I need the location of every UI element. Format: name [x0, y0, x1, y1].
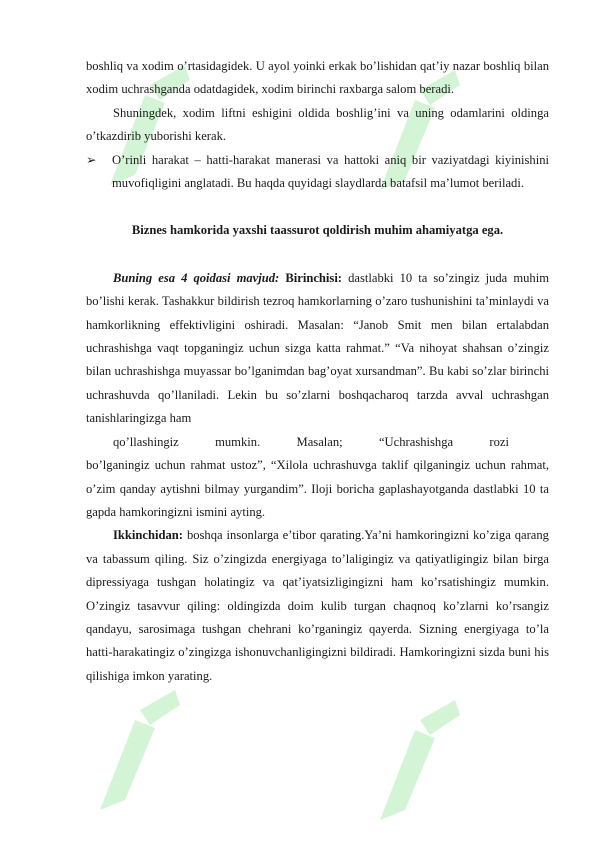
word: Masalan; — [296, 434, 343, 449]
rule-text: dastlabki 10 ta so’zingiz juda muhim bo’lishi kerak. Tashakkur bildirish tezroq hamkorlarning o’zaro tushunishini ta’minlaydi va hamkorlikning effektivligini oshiradi. Masalan: “Janob Smit men bilan ertalabdan uchrashishga vaqt topganingiz uchun sizga katta rahmat.” “Va nihoyat shahsan o’zingiz bilan uchrashishga muyassar bo’lganimdan bag’oyat xursandman”. Bu kabi so’zlar birinchi uchrashuvda qo’llaniladi. Lekin bu so’zlarni boshqacharoq tarzda avval uchrashgan tanishlaringizga ham — [86, 270, 550, 426]
spread-line — [86, 431, 549, 454]
paragraph — [86, 524, 549, 688]
paragraph: boshliq va xodim o’rtasidagidek. U ayol yoinki erkak bo’lishidan qat’iy nazar boshliq bilan xodim uchrashganda odatdagidek, xodim birinchi raxbarga salom beradi. — [86, 59, 549, 97]
section-heading: Biznes hamkorida yaxshi taassurot qoldirish muhim ahamiyatga ega. — [131, 223, 504, 238]
arrow-bullet-icon: ➢ — [86, 152, 97, 167]
body-text — [86, 55, 549, 688]
word: rozi — [489, 434, 509, 449]
rule-text: boshqa insonlarga e’tibor qarating.Ya’ni hamkoringizni ko’ziga qarang va tabassum qiling. Siz o’zingizda energiyaga to’laligingiz va qatiyatligingiz bilan birga dipressiyaga tushgan holatingiz va qat’iyatsizligingizni ham ko’rsatishingiz mumkin. O’zingiz tasavvur qiling: oldingizda doim kulib turgan chaqnoq ko’zlarni ko’rsangiz qandayu, sarosimaga tushgan chehrani ko’rganingiz qayerda. Sizning energiyaga to’la hatti-harakatingiz o’zingizga ishonuvchanligingizni bildiradi. Hamkoringizni sizda buni his qilishiga imkon yarating. — [86, 528, 549, 683]
watermark-logo-icon — [80, 680, 200, 820]
bullet-item — [86, 149, 549, 196]
word: qo’llashingiz — [113, 434, 179, 449]
paragraph — [86, 267, 549, 431]
bullet-text: O’rinli harakat – hatti-harakat manerasi va hattoki aniq bir vaziyatdagi kiyinishini muvofiqligini anglatadi. Bu haqda quyidagi slaydlarda batafsil ma’lumot beriladi. — [112, 152, 549, 191]
rule-intro: Buning esa 4 qoidasi mavjud: — [113, 270, 280, 285]
rule-label: Birinchisi: — [285, 270, 343, 285]
rule-label: Ikkinchidan: — [113, 528, 184, 543]
word: mumkin. — [215, 434, 261, 449]
paragraph: Shuningdek, xodim liftni eshigini oldida boshlig’ini va uning odamlarini oldinga o’tkazdirib yuborishi kerak. — [86, 105, 549, 144]
paragraph: bo’lganingiz uchun rahmat ustoz”, “Xilola uchrashuvga taklif qilganingiz uchun rahmat, o’zim qanday aytishni bilmay yurgandim”. Iloji boricha gaplashayotganda dastlabki 10 ta gapda hamkoringizni ismini ayting. — [86, 458, 549, 519]
watermark-logo-icon — [360, 690, 480, 830]
word: “Uchrashishga — [378, 434, 454, 449]
